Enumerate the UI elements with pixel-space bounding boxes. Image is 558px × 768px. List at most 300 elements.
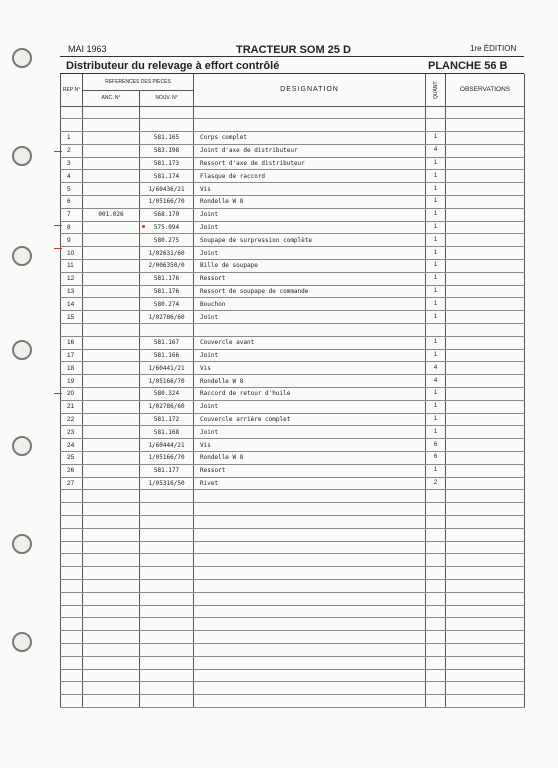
observations-cell bbox=[446, 298, 525, 311]
empty-cell bbox=[426, 490, 446, 503]
empty-cell bbox=[446, 631, 525, 644]
col-references-header: REFERENCES DES PIECES bbox=[83, 74, 194, 90]
empty-cell bbox=[140, 528, 194, 541]
old-part-number-cell bbox=[83, 247, 140, 260]
table-row bbox=[61, 413, 525, 426]
observations-cell bbox=[446, 196, 525, 209]
observations-cell bbox=[446, 260, 525, 273]
empty-cell bbox=[446, 490, 525, 503]
new-part-number-cell: 1/60441/21 bbox=[140, 362, 194, 375]
old-part-number-cell: 001.026 bbox=[83, 208, 140, 221]
designation-cell: Joint bbox=[194, 311, 426, 324]
observations-cell bbox=[446, 157, 525, 170]
empty-cell bbox=[426, 669, 446, 682]
designation-cell: Couvercle arrière complet bbox=[194, 413, 426, 426]
red-annotation-mark bbox=[54, 225, 62, 226]
empty-table-row bbox=[61, 643, 525, 656]
empty-cell bbox=[83, 656, 140, 669]
red-annotation-mark bbox=[54, 248, 62, 249]
table-row bbox=[61, 298, 525, 311]
rep-number-cell: 6 bbox=[61, 196, 83, 209]
observations-cell bbox=[446, 477, 525, 490]
observations-cell bbox=[446, 132, 525, 145]
empty-cell bbox=[426, 541, 446, 554]
table-row bbox=[61, 388, 525, 401]
empty-cell bbox=[426, 682, 446, 695]
observations-cell bbox=[446, 400, 525, 413]
quantity-cell: 1 bbox=[426, 132, 446, 145]
quantity-cell: 6 bbox=[426, 452, 446, 465]
designation-cell: Bille de soupape bbox=[194, 260, 426, 273]
empty-cell bbox=[140, 119, 194, 132]
empty-cell bbox=[446, 656, 525, 669]
old-part-number-cell bbox=[83, 183, 140, 196]
empty-cell bbox=[446, 695, 525, 708]
header-rule bbox=[60, 56, 524, 57]
empty-cell bbox=[61, 643, 83, 656]
empty-cell bbox=[140, 106, 194, 119]
parts-table bbox=[60, 74, 525, 708]
designation-cell: Joint bbox=[194, 247, 426, 260]
quantity-cell: 1 bbox=[426, 247, 446, 260]
table-row bbox=[61, 157, 525, 170]
quantity-cell: 1 bbox=[426, 157, 446, 170]
empty-cell bbox=[83, 490, 140, 503]
empty-cell bbox=[194, 106, 426, 119]
empty-cell bbox=[426, 516, 446, 529]
plate-number: PLANCHE 56 B bbox=[428, 60, 508, 72]
new-part-number-cell: 583.198 bbox=[140, 144, 194, 157]
quantity-cell: 1 bbox=[426, 311, 446, 324]
observations-cell bbox=[446, 234, 525, 247]
empty-cell bbox=[446, 567, 525, 580]
rep-number-cell: 18 bbox=[61, 362, 83, 375]
empty-cell bbox=[140, 516, 194, 529]
old-part-number-cell bbox=[83, 400, 140, 413]
empty-cell bbox=[194, 656, 426, 669]
binder-hole bbox=[12, 246, 32, 266]
table-row bbox=[61, 285, 525, 298]
empty-cell bbox=[194, 579, 426, 592]
empty-table-row bbox=[61, 631, 525, 644]
empty-cell bbox=[446, 503, 525, 516]
rep-number-cell: 21 bbox=[61, 400, 83, 413]
quantity-cell: 1 bbox=[426, 298, 446, 311]
new-part-number-cell: 1/02631/60 bbox=[140, 247, 194, 260]
new-part-number-cell: 1/05166/70 bbox=[140, 196, 194, 209]
binder-hole bbox=[12, 340, 32, 360]
old-part-number-cell bbox=[83, 272, 140, 285]
empty-cell bbox=[194, 528, 426, 541]
empty-cell bbox=[83, 567, 140, 580]
old-part-number-cell bbox=[83, 132, 140, 145]
new-part-number-cell: 1/60436/21 bbox=[140, 183, 194, 196]
rep-number-cell: 23 bbox=[61, 426, 83, 439]
empty-cell bbox=[446, 554, 525, 567]
quantity-cell: 1 bbox=[426, 272, 446, 285]
binder-hole bbox=[12, 436, 32, 456]
quantity-cell: 1 bbox=[426, 196, 446, 209]
empty-cell bbox=[83, 579, 140, 592]
empty-cell bbox=[83, 119, 140, 132]
rep-number-cell: 4 bbox=[61, 170, 83, 183]
quantity-cell: 1 bbox=[426, 336, 446, 349]
old-part-number-cell bbox=[83, 170, 140, 183]
empty-table-row bbox=[61, 503, 525, 516]
empty-cell bbox=[446, 579, 525, 592]
old-part-number-cell bbox=[83, 157, 140, 170]
empty-cell bbox=[83, 695, 140, 708]
observations-cell bbox=[446, 439, 525, 452]
col-observations-header: OBSERVATIONS bbox=[446, 74, 525, 106]
empty-cell bbox=[140, 592, 194, 605]
empty-table-row bbox=[61, 554, 525, 567]
quantity-cell: 6 bbox=[426, 439, 446, 452]
empty-cell bbox=[446, 682, 525, 695]
new-part-number-cell: 1/02786/60 bbox=[140, 400, 194, 413]
designation-cell: Joint bbox=[194, 208, 426, 221]
empty-cell bbox=[83, 516, 140, 529]
old-part-number-cell bbox=[83, 413, 140, 426]
empty-table-row bbox=[61, 106, 525, 119]
quantity-cell: 1 bbox=[426, 426, 446, 439]
designation-cell: Bouchon bbox=[194, 298, 426, 311]
quantity-cell: 1 bbox=[426, 183, 446, 196]
empty-table-row bbox=[61, 490, 525, 503]
empty-cell bbox=[194, 669, 426, 682]
empty-cell bbox=[426, 579, 446, 592]
empty-cell bbox=[61, 592, 83, 605]
empty-cell bbox=[426, 643, 446, 656]
empty-cell bbox=[194, 682, 426, 695]
table-row bbox=[61, 183, 525, 196]
empty-table-row bbox=[61, 669, 525, 682]
empty-cell bbox=[83, 618, 140, 631]
new-part-number-cell: 568.170 bbox=[140, 208, 194, 221]
empty-cell bbox=[446, 618, 525, 631]
empty-table-row bbox=[61, 592, 525, 605]
table-row bbox=[61, 247, 525, 260]
designation-cell: Couvercle avant bbox=[194, 336, 426, 349]
designation-cell: Flasque de raccord bbox=[194, 170, 426, 183]
new-part-number-cell: 2/006350/0 bbox=[140, 260, 194, 273]
empty-cell bbox=[446, 605, 525, 618]
new-part-number-cell: 575.094 bbox=[140, 221, 194, 234]
quantity-cell: 4 bbox=[426, 362, 446, 375]
empty-cell bbox=[61, 528, 83, 541]
designation-cell: Joint d'axe de distributeur bbox=[194, 144, 426, 157]
table-row bbox=[61, 196, 525, 209]
empty-cell bbox=[61, 490, 83, 503]
designation-cell: Ressort bbox=[194, 464, 426, 477]
empty-cell bbox=[83, 554, 140, 567]
empty-cell bbox=[426, 324, 446, 337]
observations-cell bbox=[446, 208, 525, 221]
new-part-number-cell: 580.274 bbox=[140, 298, 194, 311]
col-nouv-header: NOUV. N° bbox=[140, 90, 194, 106]
empty-cell bbox=[61, 656, 83, 669]
old-part-number-cell bbox=[83, 426, 140, 439]
designation-cell: Raccord de retour d'huile bbox=[194, 388, 426, 401]
empty-cell bbox=[194, 695, 426, 708]
empty-cell bbox=[426, 695, 446, 708]
quantity-cell: 1 bbox=[426, 349, 446, 362]
table-row bbox=[61, 439, 525, 452]
empty-cell bbox=[426, 605, 446, 618]
new-part-number-cell: 581.176 bbox=[140, 285, 194, 298]
empty-cell bbox=[61, 554, 83, 567]
designation-cell: Vis bbox=[194, 362, 426, 375]
new-part-number-cell: 580.324 bbox=[140, 388, 194, 401]
empty-cell bbox=[61, 695, 83, 708]
rep-number-cell: 17 bbox=[61, 349, 83, 362]
observations-cell bbox=[446, 413, 525, 426]
empty-cell bbox=[83, 669, 140, 682]
rep-number-cell: 25 bbox=[61, 452, 83, 465]
new-part-number-cell: 1/05166/70 bbox=[140, 452, 194, 465]
designation-cell: Rondelle W 8 bbox=[194, 452, 426, 465]
table-row bbox=[61, 452, 525, 465]
table-row bbox=[61, 221, 525, 234]
empty-cell bbox=[446, 592, 525, 605]
empty-cell bbox=[61, 324, 83, 337]
old-part-number-cell bbox=[83, 144, 140, 157]
old-part-number-cell bbox=[83, 311, 140, 324]
table-row bbox=[61, 144, 525, 157]
table-row bbox=[61, 311, 525, 324]
rep-number-cell: 3 bbox=[61, 157, 83, 170]
table-row bbox=[61, 362, 525, 375]
empty-cell bbox=[140, 669, 194, 682]
empty-cell bbox=[83, 631, 140, 644]
designation-cell: Rivet bbox=[194, 477, 426, 490]
empty-cell bbox=[194, 554, 426, 567]
quantity-cell: 1 bbox=[426, 208, 446, 221]
rep-number-cell: 22 bbox=[61, 413, 83, 426]
empty-table-row bbox=[61, 324, 525, 337]
observations-cell bbox=[446, 247, 525, 260]
old-part-number-cell bbox=[83, 285, 140, 298]
table-row bbox=[61, 426, 525, 439]
empty-table-row bbox=[61, 541, 525, 554]
new-part-number-cell: 581.176 bbox=[140, 272, 194, 285]
observations-cell bbox=[446, 170, 525, 183]
empty-cell bbox=[426, 618, 446, 631]
col-qty-header: QUANT. bbox=[426, 74, 446, 106]
rep-number-cell: 1 bbox=[61, 132, 83, 145]
binder-hole bbox=[12, 146, 32, 166]
quantity-cell: 1 bbox=[426, 285, 446, 298]
empty-cell bbox=[83, 528, 140, 541]
empty-cell bbox=[426, 592, 446, 605]
empty-cell bbox=[446, 528, 525, 541]
quantity-cell: 1 bbox=[426, 170, 446, 183]
old-part-number-cell bbox=[83, 336, 140, 349]
observations-cell bbox=[446, 388, 525, 401]
old-part-number-cell bbox=[83, 349, 140, 362]
empty-cell bbox=[446, 541, 525, 554]
empty-table-row bbox=[61, 579, 525, 592]
quantity-cell: 1 bbox=[426, 400, 446, 413]
empty-cell bbox=[140, 682, 194, 695]
empty-cell bbox=[83, 643, 140, 656]
old-part-number-cell bbox=[83, 452, 140, 465]
table-row bbox=[61, 260, 525, 273]
empty-cell bbox=[140, 643, 194, 656]
rep-number-cell: 5 bbox=[61, 183, 83, 196]
observations-cell bbox=[446, 452, 525, 465]
observations-cell bbox=[446, 375, 525, 388]
empty-cell bbox=[61, 541, 83, 554]
empty-cell bbox=[194, 592, 426, 605]
rep-number-cell: 8 bbox=[61, 221, 83, 234]
empty-table-row bbox=[61, 567, 525, 580]
empty-table-row bbox=[61, 682, 525, 695]
quantity-cell: 1 bbox=[426, 388, 446, 401]
empty-table-row bbox=[61, 605, 525, 618]
binder-hole bbox=[12, 534, 32, 554]
designation-cell: Joint bbox=[194, 426, 426, 439]
rep-number-cell: 14 bbox=[61, 298, 83, 311]
old-part-number-cell bbox=[83, 464, 140, 477]
new-part-number-cell: 581.174 bbox=[140, 170, 194, 183]
empty-cell bbox=[194, 618, 426, 631]
new-part-number-cell: 1/02786/60 bbox=[140, 311, 194, 324]
empty-cell bbox=[194, 643, 426, 656]
table-row bbox=[61, 132, 525, 145]
binder-hole bbox=[12, 48, 32, 68]
empty-cell bbox=[61, 106, 83, 119]
designation-cell: Vis bbox=[194, 439, 426, 452]
empty-cell bbox=[61, 682, 83, 695]
empty-cell bbox=[61, 605, 83, 618]
observations-cell bbox=[446, 336, 525, 349]
rep-number-cell: 26 bbox=[61, 464, 83, 477]
quantity-cell: 1 bbox=[426, 221, 446, 234]
designation-cell: Joint bbox=[194, 221, 426, 234]
quantity-cell: 4 bbox=[426, 375, 446, 388]
empty-cell bbox=[446, 643, 525, 656]
designation-cell: Vis bbox=[194, 183, 426, 196]
new-part-number-cell: 581.165 bbox=[140, 132, 194, 145]
empty-cell bbox=[194, 503, 426, 516]
rep-number-cell: 20 bbox=[61, 388, 83, 401]
empty-cell bbox=[194, 567, 426, 580]
empty-cell bbox=[61, 618, 83, 631]
table-row bbox=[61, 336, 525, 349]
empty-cell bbox=[194, 516, 426, 529]
rep-number-cell: 2 bbox=[61, 144, 83, 157]
observations-cell bbox=[446, 285, 525, 298]
old-part-number-cell bbox=[83, 477, 140, 490]
empty-cell bbox=[426, 567, 446, 580]
quantity-cell: 1 bbox=[426, 464, 446, 477]
col-rep-header: REP N° bbox=[61, 74, 83, 106]
designation-cell: Joint bbox=[194, 349, 426, 362]
new-part-number-cell: 1/05166/70 bbox=[140, 375, 194, 388]
empty-cell bbox=[140, 656, 194, 669]
new-part-number-cell: 1/60444/21 bbox=[140, 439, 194, 452]
empty-cell bbox=[61, 579, 83, 592]
observations-cell bbox=[446, 426, 525, 439]
empty-cell bbox=[140, 567, 194, 580]
rep-number-cell: 16 bbox=[61, 336, 83, 349]
new-part-number-cell: 581.172 bbox=[140, 413, 194, 426]
rep-number-cell: 10 bbox=[61, 247, 83, 260]
new-part-number-cell: 580.275 bbox=[140, 234, 194, 247]
rep-number-cell: 9 bbox=[61, 234, 83, 247]
empty-cell bbox=[426, 656, 446, 669]
empty-cell bbox=[446, 324, 525, 337]
empty-cell bbox=[140, 554, 194, 567]
empty-cell bbox=[426, 503, 446, 516]
quantity-cell: 2 bbox=[426, 477, 446, 490]
designation-cell: Ressort bbox=[194, 272, 426, 285]
table-row bbox=[61, 464, 525, 477]
rep-number-cell: 13 bbox=[61, 285, 83, 298]
new-part-number-cell: 581.177 bbox=[140, 464, 194, 477]
empty-cell bbox=[61, 503, 83, 516]
empty-cell bbox=[194, 324, 426, 337]
empty-table-row bbox=[61, 516, 525, 529]
empty-cell bbox=[446, 119, 525, 132]
red-annotation-mark bbox=[54, 151, 62, 152]
empty-cell bbox=[61, 669, 83, 682]
old-part-number-cell bbox=[83, 362, 140, 375]
empty-cell bbox=[83, 324, 140, 337]
new-part-number-cell: 581.167 bbox=[140, 336, 194, 349]
old-part-number-cell bbox=[83, 298, 140, 311]
empty-table-row bbox=[61, 656, 525, 669]
table-row bbox=[61, 400, 525, 413]
empty-cell bbox=[426, 106, 446, 119]
table-row bbox=[61, 477, 525, 490]
empty-cell bbox=[83, 682, 140, 695]
col-anc-header: ANC. N° bbox=[83, 90, 140, 106]
empty-cell bbox=[83, 503, 140, 516]
observations-cell bbox=[446, 349, 525, 362]
rep-number-cell: 11 bbox=[61, 260, 83, 273]
empty-cell bbox=[83, 106, 140, 119]
empty-cell bbox=[194, 631, 426, 644]
new-part-number-cell: 1/05316/50 bbox=[140, 477, 194, 490]
empty-cell bbox=[140, 503, 194, 516]
observations-cell bbox=[446, 362, 525, 375]
empty-cell bbox=[61, 119, 83, 132]
empty-cell bbox=[446, 516, 525, 529]
empty-cell bbox=[426, 554, 446, 567]
empty-cell bbox=[140, 695, 194, 708]
parts-table-body bbox=[61, 106, 525, 707]
empty-cell bbox=[83, 605, 140, 618]
empty-cell bbox=[140, 541, 194, 554]
quantity-cell: 1 bbox=[426, 260, 446, 273]
old-part-number-cell bbox=[83, 388, 140, 401]
new-part-number-cell: 581.166 bbox=[140, 349, 194, 362]
empty-cell bbox=[426, 528, 446, 541]
rep-number-cell: 24 bbox=[61, 439, 83, 452]
empty-cell bbox=[446, 106, 525, 119]
empty-cell bbox=[61, 567, 83, 580]
table-row bbox=[61, 272, 525, 285]
empty-cell bbox=[426, 631, 446, 644]
designation-cell: Corps complet bbox=[194, 132, 426, 145]
red-annotation-mark bbox=[54, 393, 62, 394]
empty-cell bbox=[194, 541, 426, 554]
rep-number-cell: 12 bbox=[61, 272, 83, 285]
rep-number-cell: 15 bbox=[61, 311, 83, 324]
old-part-number-cell bbox=[83, 196, 140, 209]
